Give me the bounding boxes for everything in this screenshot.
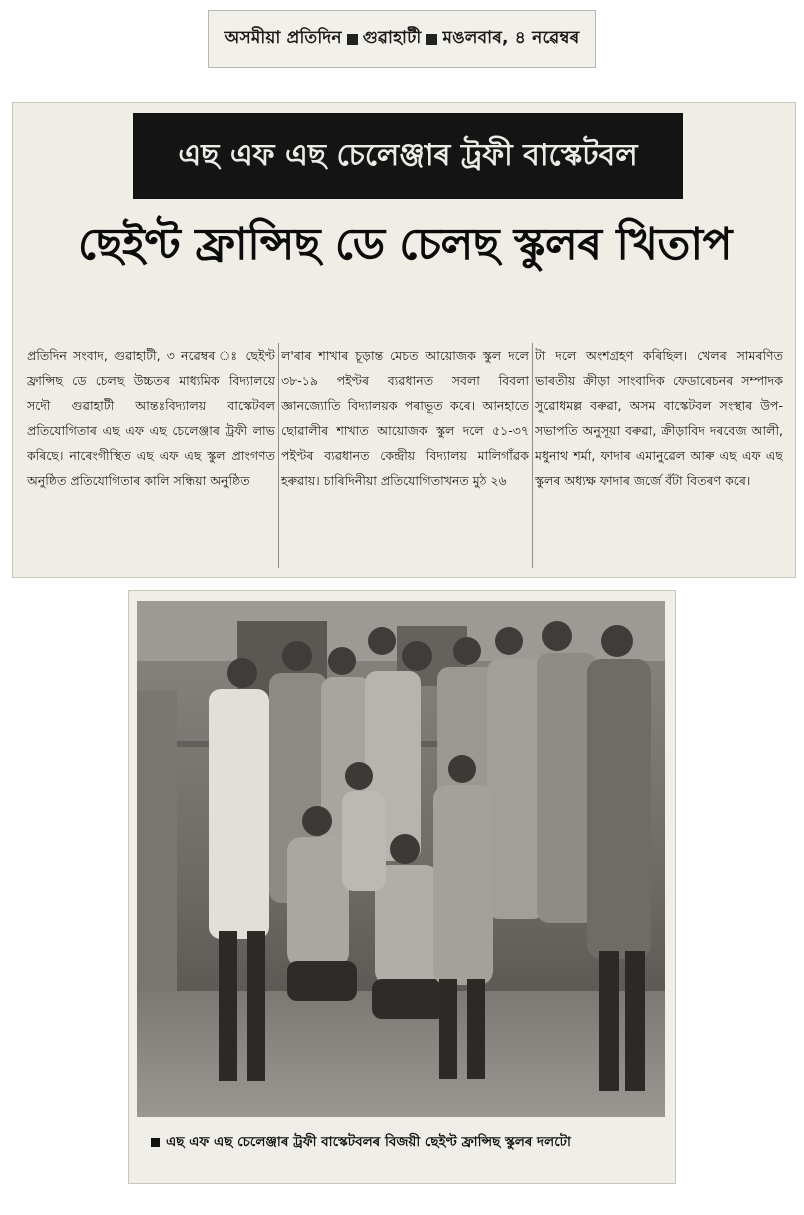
article-clipping bbox=[12, 102, 796, 578]
newspaper-city: গুৱাহাটী bbox=[362, 28, 422, 48]
team-photo bbox=[137, 601, 665, 1117]
photo-caption-text: এছ এফ এছ চেলেঞ্জাৰ ট্ৰফী বাস্কেটবলৰ বিজয়ী ছেইণ্ট ফ্ৰান্সিছ স্কুলৰ দলটো bbox=[166, 1134, 571, 1150]
column-divider bbox=[532, 343, 533, 568]
newspaper-masthead bbox=[208, 10, 596, 68]
article-column-2: ল'ৰাৰ শাখাৰ চূড়ান্ত মেচত আয়োজক স্কুল দলে ৩৮-১৯ পইণ্টৰ ব্যৱধানত সবলা বিবলা জ্ঞানজ্যোতি বিদ্যালয়ক পৰাভূত কৰে। আনহাতে ছোৱালীৰ শাখাত আয়োজক স্কুল দলে ৫১-৩৭ পইণ্টৰ ব্যৱধানত কেন্দ্ৰীয় বিদ্যালয় মালিগাঁৱক হৰুৱায়। চাৰিদিনীয়া প্ৰতিযোগিতাখনত মুঠ ২৬ bbox=[281, 348, 529, 488]
newspaper-date: মঙলবাৰ, ৪ নৱেম্বৰ bbox=[442, 28, 580, 48]
photo-caption bbox=[151, 1131, 661, 1154]
square-bullet-icon bbox=[151, 1138, 160, 1147]
article-headline: ছেইণ্ট ফ্ৰান্সিছ ডে চেলছ স্কুলৰ খিতাপ bbox=[78, 219, 732, 270]
column-divider bbox=[278, 343, 279, 568]
article-column-1: প্ৰতিদিন সংবাদ, গুৱাহাটী, ৩ নৱেম্বৰ ঃ ছেইণ্ট ফ্ৰান্সিছ ডে চেলছ উচ্চতৰ মাধ্যমিক বিদ্যালয়ে সদৌ গুৱাহাটী আন্তঃবিদ্যালয় বাস্কেটবল প্ৰতিযোগিতাৰ এছ এফ এছ চেলেঞ্জাৰ ট্ৰফী লাভ কৰিছে। নাৰেংগীস্থিত এছ এফ এছ স্কুল প্ৰাংগণত অনুষ্ঠিত প্ৰতিযোগিতাৰ কালি সন্ধিয়া অনুষ্ঠিত bbox=[27, 348, 275, 488]
team-photo-illustration bbox=[137, 601, 665, 1117]
article-kicker: এছ এফ এছ চেলেঞ্জাৰ ট্ৰফী বাস্কেটবল bbox=[133, 113, 683, 199]
newspaper-name: অসমীয়া প্ৰতিদিন bbox=[224, 28, 342, 48]
article-body bbox=[27, 343, 783, 568]
square-bullet-icon bbox=[426, 34, 437, 45]
article-column-3: টা দলে অংশগ্ৰহণ কৰিছিল। খেলৰ সামৰণিত ভাৰতীয় ক্ৰীড়া সাংবাদিক ফেডাৰেচনৰ সম্পাদক সুৱোধমল্ল বৰুৱা, অসম বাস্কেটবল সংস্থাৰ উপ-সভাপতি অনুসূয়া বৰুৱা, ক্ৰীড়াবিদ দৰবেজ আলী, মধুনাথ শৰ্মা, ফাদাৰ এমানুৱেল আৰু এছ এফ এছ স্কুলৰ অধ্যক্ষ ফাদাৰ জৰ্জে বঁটা বিতৰণ কৰে। bbox=[535, 348, 783, 488]
square-bullet-icon bbox=[347, 34, 358, 45]
photo-clipping bbox=[128, 590, 676, 1184]
